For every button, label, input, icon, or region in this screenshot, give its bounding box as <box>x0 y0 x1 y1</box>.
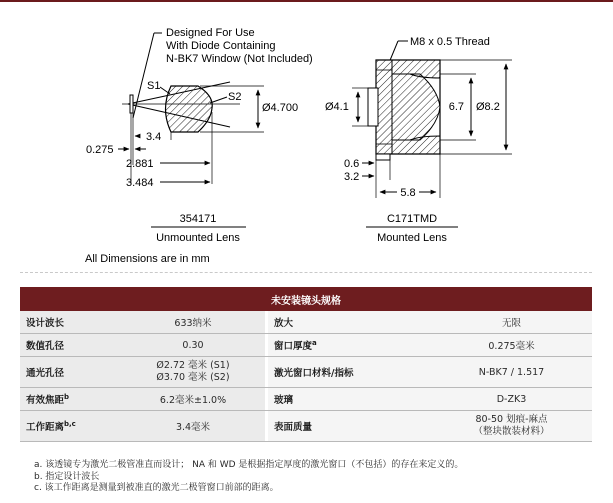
row-label-right <box>268 334 431 357</box>
row-label-left: 数值孔径 <box>20 334 121 357</box>
unmounted-lens-drawing <box>86 27 313 244</box>
left-callout-line3: N-BK7 Window (Not Included) <box>166 53 313 65</box>
table-row <box>20 311 592 334</box>
footnote-marker: b,c <box>64 419 76 428</box>
label-text: 工作距离 <box>26 422 65 433</box>
dim-3-484: 3.484 <box>126 177 154 189</box>
footnote-a: a. 该透镜专为激光二极管准直而设计； NA 和 WD 是根据指定厚度的激光窗口（不包括）的存在来定义的。 <box>34 460 464 470</box>
row-label-right: 玻璃 <box>268 388 431 411</box>
left-part-number: 354171 <box>179 213 217 225</box>
row-value-left: 0.30 <box>121 334 265 357</box>
row-label-left: 设计波长 <box>20 311 121 334</box>
dim-dia-4-1: Ø4.1 <box>325 101 349 113</box>
dim-2-881: 2.881 <box>126 158 154 170</box>
value-line-1: Ø2.72 毫米 (S1) <box>156 360 230 371</box>
label-text: 窗口厚度 <box>274 341 313 352</box>
row-value-right: D-ZK3 <box>431 388 592 411</box>
row-label-left <box>20 411 121 442</box>
s1-label: S1 <box>147 80 161 92</box>
left-caption: Unmounted Lens <box>156 232 240 244</box>
row-label-right: 激光窗口材料/指标 <box>268 357 431 388</box>
footnote-marker: b <box>64 392 70 401</box>
dim-dia-8-2: Ø8.2 <box>476 101 500 113</box>
row-label-right: 放大 <box>268 311 431 334</box>
row-value-left: 3.4毫米 <box>121 411 265 442</box>
row-label-right: 表面质量 <box>268 411 431 442</box>
value-line-1: 80-50 划痕-麻点 <box>475 414 548 425</box>
footnote-c: c. 该工作距离是测量到被准直的激光二极管窗口前部的距离。 <box>34 483 279 493</box>
dim-6-7: 6.7 <box>448 101 464 113</box>
row-label-left: 通光孔径 <box>20 357 121 388</box>
dim-0-275: 0.275 <box>86 144 114 156</box>
left-callout-line1: Designed For Use <box>166 27 255 39</box>
footnote-marker: a <box>312 338 317 347</box>
mounted-lens-drawing <box>325 36 512 244</box>
row-label-left <box>20 388 121 411</box>
units-note: All Dimensions are in mm <box>85 253 210 265</box>
dim-3-2: 3.2 <box>344 171 360 183</box>
dim-dia-4700: Ø4.700 <box>262 102 299 114</box>
dim-3-4: 3.4 <box>146 131 162 143</box>
row-value-left: 6.2毫米±1.0% <box>121 388 265 411</box>
right-part-number: C171TMD <box>386 213 438 225</box>
row-value-right: 0.275毫米 <box>431 334 592 357</box>
table-row <box>20 388 592 411</box>
footnote-b: b. 指定设计波长 <box>34 471 100 482</box>
value-line-2: Ø3.70 毫米 (S2) <box>156 372 230 383</box>
dim-5-8: 5.8 <box>400 187 416 199</box>
table-row <box>20 411 592 442</box>
row-value-right <box>431 411 592 442</box>
row-value-right: 无限 <box>431 311 592 334</box>
row-value-left: 633纳米 <box>121 311 265 334</box>
dim-0-6: 0.6 <box>344 158 360 170</box>
table-row <box>20 334 592 357</box>
spec-table <box>20 287 592 442</box>
section-divider <box>20 272 592 273</box>
s2-label: S2 <box>228 91 242 103</box>
row-value-left <box>121 357 265 388</box>
spec-table-title: 未安装镜头规格 <box>20 287 592 311</box>
label-text: 有效焦距 <box>26 395 65 406</box>
right-caption: Mounted Lens <box>377 232 447 244</box>
right-callout: M8 x 0.5 Thread <box>410 36 490 48</box>
table-row <box>20 357 592 388</box>
value-line-2: （整块散装材料） <box>473 426 550 437</box>
footnotes <box>34 460 463 495</box>
row-value-right: N-BK7 / 1.517 <box>431 357 592 388</box>
left-callout-line2: With Diode Containing <box>166 40 276 52</box>
